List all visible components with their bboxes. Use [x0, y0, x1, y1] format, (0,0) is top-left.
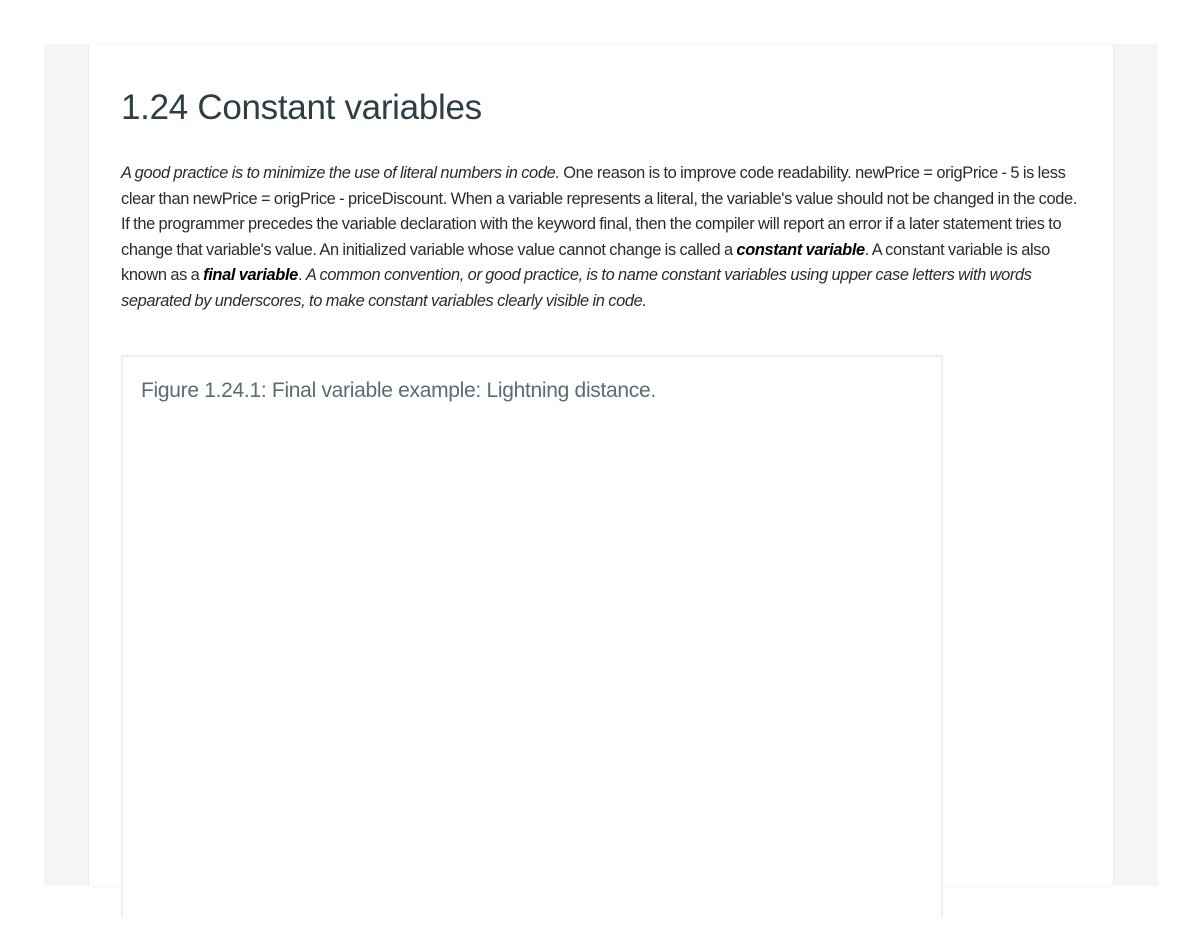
paragraph-text-1: One reason is to improve code readability. newPrice = origPrice - 5 is less clear than newPrice = origPrice - priceDiscount. When a variable represents a literal, the variable's value should not be changed in the code. If the programmer precedes the variable declaration with the keyword final, then the compiler will report an error if a later statement tries to change that variable's value. An initialized variable whose value cannot change is called a [121, 164, 1078, 259]
term-constant-variable: constant variable [736, 240, 865, 259]
figure-container [121, 355, 943, 917]
term-final-variable: final variable [203, 266, 298, 285]
paragraph-text-3: . [297, 266, 306, 285]
section-title: 1.24 Constant variables [121, 88, 482, 127]
content-card [89, 44, 1113, 886]
body-paragraph [121, 161, 1083, 315]
figure-caption: Figure 1.24.1: Final variable example: Lightning distance. [141, 379, 656, 402]
outro-italic-text: A common convention, or good practice, is to name constant variables using upper case letters with words separated by underscores, to make constant variables clearly visible in code. [121, 266, 1032, 310]
paragraph-text-2: . A constant variable is also known as a [121, 240, 1050, 285]
intro-italic-text: A good practice is to minimize the use of literal numbers in code. [121, 164, 560, 182]
